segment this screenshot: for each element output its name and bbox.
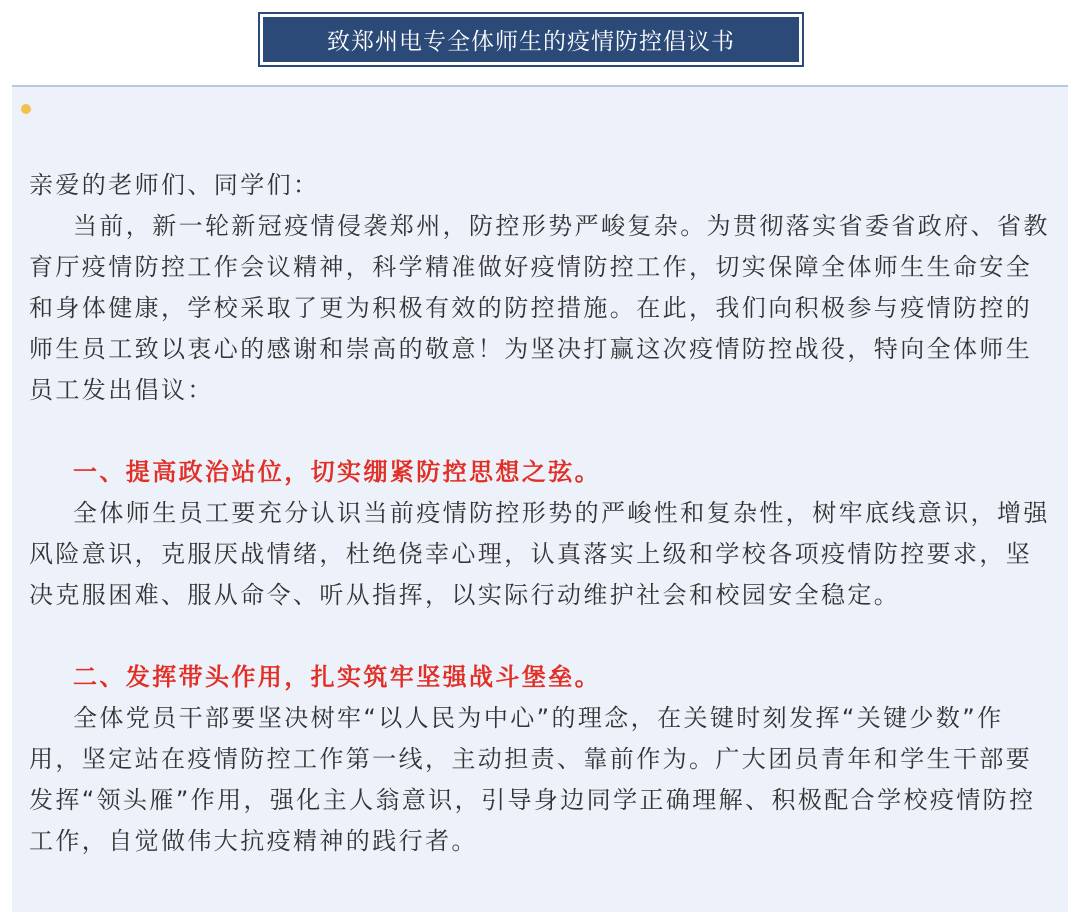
greeting: 亲爱的老师们、同学们： (29, 171, 320, 199)
page-title: 致郑州电专全体师生的疫情防控倡议书 (263, 17, 799, 62)
spacer (29, 411, 1051, 452)
intro-paragraph: 当前，新一轮新冠疫情侵袭郑州，防控形势严峻复杂。为贯彻落实省委省政府、省教育厅疫情防控工作会议精神，科学精准做好疫情防控工作，切实保障全体师生生命安全和身体健康，学校采取了更为积极有效的防控措施。在此，我们向积极参与疫情防控的师生员工致以衷心的感谢和崇高的敬意！为坚决打赢这次疫情防控战役，特向全体师生员工发出倡议： (29, 212, 1050, 404)
letter-body (29, 165, 1051, 862)
bullet-dot-icon (21, 104, 31, 114)
section-heading-1: 一、提高政治站位，切实绷紧防控思想之弦。 (73, 458, 601, 486)
spacer (29, 616, 1051, 657)
title-banner (258, 12, 804, 67)
section-body-2: 全体党员干部要坚决树牢“以人民为中心”的理念，在关键时刻发挥“关键少数”作用，坚定站在疫情防控工作第一线，主动担责、靠前作为。广大团员青年和学生干部要发挥“领头雁”作用，强化主人翁意识，引导身边同学正确理解、积极配合学校疫情防控工作，自觉做伟大抗疫精神的践行者。 (29, 704, 1036, 855)
section-body-1: 全体师生员工要充分认识当前疫情防控形势的严峻性和复杂性，树牢底线意识，增强风险意识，克服厌战情绪，杜绝侥幸心理，认真落实上级和学校各项疫情防控要求，坚决克服困难、服从命令、听从指挥，以实际行动维护社会和校园安全稳定。 (29, 499, 1050, 609)
section-heading-2: 二、发挥带头作用，扎实筑牢坚强战斗堡垒。 (73, 663, 601, 691)
